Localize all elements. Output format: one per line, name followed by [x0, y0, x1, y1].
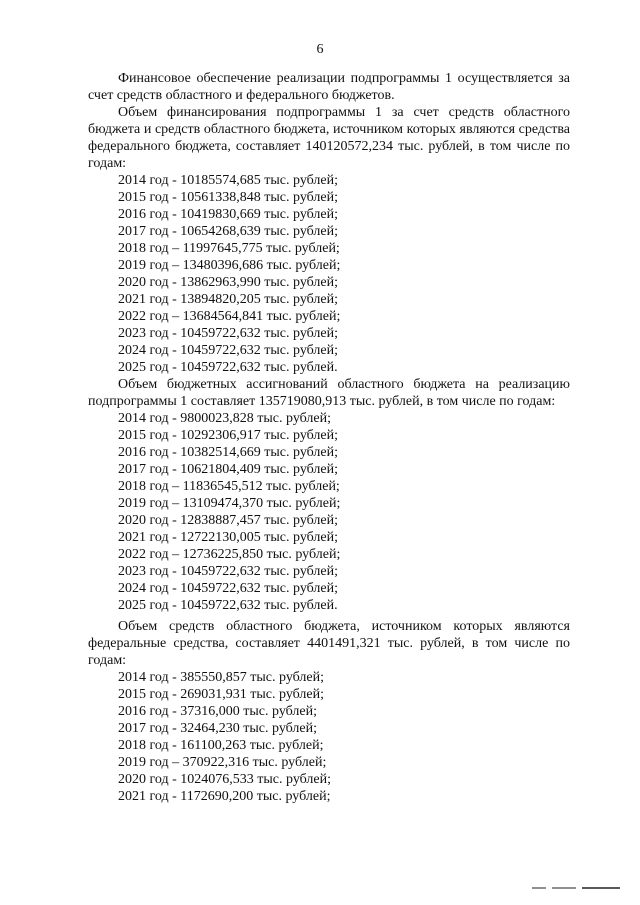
list-item: 2018 год – 11836545,512 тыс. рублей;	[118, 479, 340, 494]
list-item: 2016 год - 10419830,669 тыс. рублей;	[118, 207, 339, 222]
list-item: 2020 год - 13862963,990 тыс. рублей;	[118, 275, 339, 290]
list-item: 2018 год – 11997645,775 тыс. рублей;	[118, 241, 340, 256]
list-item: 2024 год - 10459722,632 тыс. рублей;	[118, 581, 339, 596]
list-item: 2014 год - 10185574,685 тыс. рублей;	[118, 173, 339, 188]
list-item: 2025 год - 10459722,632 тыс. рублей.	[118, 360, 338, 375]
list-item: 2017 год - 32464,230 тыс. рублей;	[118, 721, 318, 736]
list-item: 2023 год - 10459722,632 тыс. рублей;	[118, 326, 339, 341]
list-item: 2019 год – 13109474,370 тыс. рублей;	[118, 496, 341, 511]
list-item: 2024 год - 10459722,632 тыс. рублей;	[118, 343, 339, 358]
list-item: 2021 год - 13894820,205 тыс. рублей;	[118, 292, 339, 307]
list-item: 2021 год - 12722130,005 тыс. рублей;	[118, 530, 339, 545]
paragraph-regional-budget: Объем бюджетных ассигнований областного бюджета на реализацию подпрограммы 1 составляет 135719080,913 тыс. рублей, в том числе по годам:	[88, 377, 570, 409]
list-item: 2018 год - 161100,263 тыс. рублей;	[118, 738, 324, 753]
page-number: 6	[316, 42, 324, 57]
list-item: 2014 год - 385550,857 тыс. рублей;	[118, 670, 325, 685]
list-item: 2023 год - 10459722,632 тыс. рублей;	[118, 564, 339, 579]
list-item: 2017 год - 10621804,409 тыс. рублей;	[118, 462, 339, 477]
document-body	[88, 70, 570, 805]
list-item: 2016 год - 37316,000 тыс. рублей;	[118, 704, 318, 719]
paragraph-federal-funds: Объем средств областного бюджета, источником которых являются федеральные средства, составляет 4401491,321 тыс. рублей, в том числе по годам:	[88, 619, 570, 668]
list-item: 2016 год - 10382514,669 тыс. рублей;	[118, 445, 339, 460]
list-item: 2015 год - 10561338,848 тыс. рублей;	[118, 190, 339, 205]
list-item: 2017 год - 10654268,639 тыс. рублей;	[118, 224, 339, 239]
list-federal-by-year	[88, 669, 570, 805]
list-total-by-year	[88, 172, 570, 376]
list-item: 2015 год - 10292306,917 тыс. рублей;	[118, 428, 339, 443]
list-item: 2021 год - 1172690,200 тыс. рублей;	[118, 789, 331, 804]
list-item: 2020 год - 1024076,533 тыс. рублей;	[118, 772, 332, 787]
list-item: 2025 год - 10459722,632 тыс. рублей.	[118, 598, 338, 613]
list-item: 2022 год – 13684564,841 тыс. рублей;	[118, 309, 341, 324]
list-item: 2020 год - 12838887,457 тыс. рублей;	[118, 513, 339, 528]
list-item: 2019 год – 13480396,686 тыс. рублей;	[118, 258, 341, 273]
list-regional-by-year	[88, 410, 570, 614]
list-item: 2015 год - 269031,931 тыс. рублей;	[118, 687, 325, 702]
list-item: 2019 год – 370922,316 тыс. рублей;	[118, 755, 327, 770]
paragraph-total-financing: Объем финансирования подпрограммы 1 за счет средств областного бюджета и средств областного бюджета, источником которых являются средства федерального бюджета, составляет 140120572,234 тыс. рублей, в том числе по годам:	[88, 105, 570, 171]
paragraph-financing-intro: Финансовое обеспечение реализации подпрограммы 1 осуществляется за счет средств областного и федерального бюджетов.	[88, 71, 570, 103]
list-item: 2022 год – 12736225,850 тыс. рублей;	[118, 547, 341, 562]
footer-scan-mark	[532, 885, 622, 891]
list-item: 2014 год - 9800023,828 тыс. рублей;	[118, 411, 332, 426]
